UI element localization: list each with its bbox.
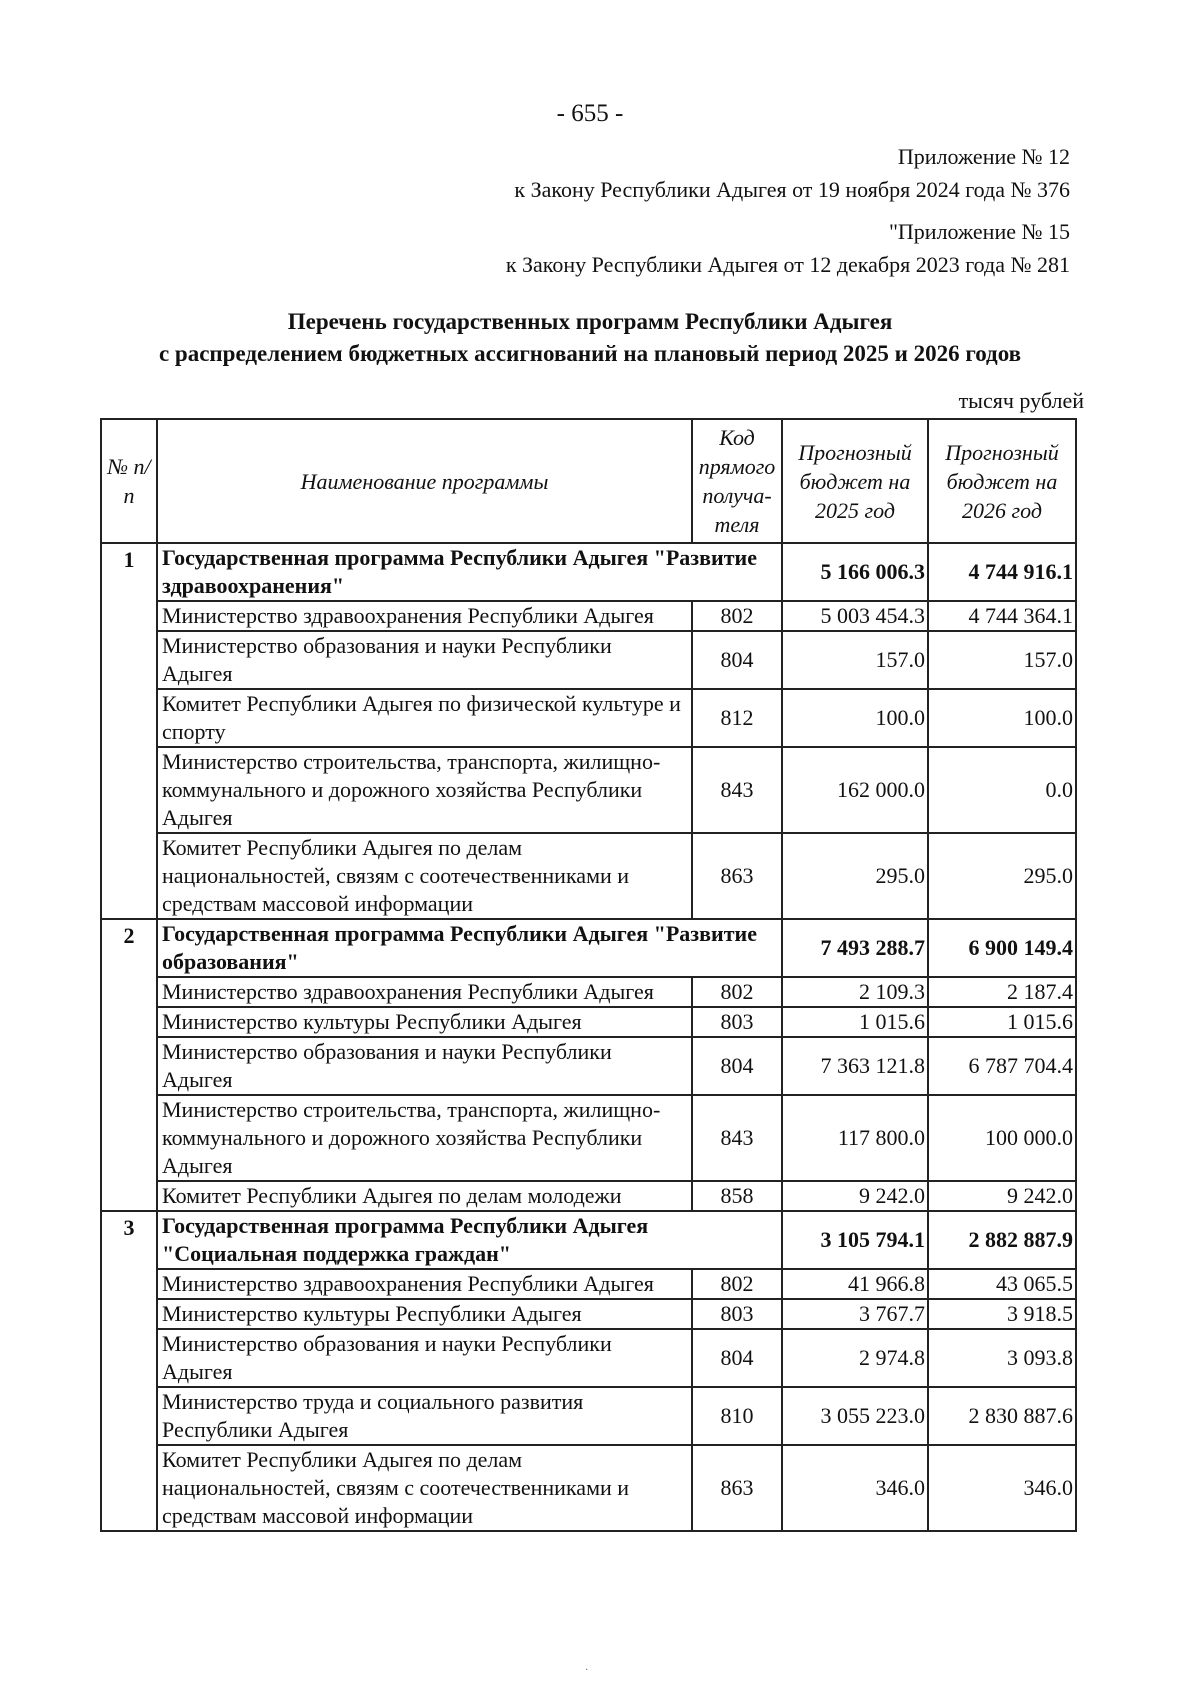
recipient-row — [101, 1037, 1076, 1095]
header-name: Наименование программы — [157, 419, 692, 543]
recipient-2026: 2 830 887.6 — [928, 1387, 1076, 1445]
appendix-original-law: к Закону Республики Адыгея от 12 декабря 2023 года № 281 — [505, 252, 1070, 277]
recipient-code: 803 — [692, 1299, 782, 1329]
recipient-2025: 7 363 121.8 — [782, 1037, 928, 1095]
recipient-2026: 2 187.4 — [928, 977, 1076, 1007]
recipient-2026: 100.0 — [928, 689, 1076, 747]
recipient-code: 802 — [692, 977, 782, 1007]
recipient-name: Министерство образования и науки Республики Адыгея — [157, 631, 692, 689]
recipient-2025: 2 974.8 — [782, 1329, 928, 1387]
recipient-2026: 100 000.0 — [928, 1095, 1076, 1181]
recipient-code: 804 — [692, 1037, 782, 1095]
recipient-2026: 1 015.6 — [928, 1007, 1076, 1037]
recipient-2025: 41 966.8 — [782, 1269, 928, 1299]
document-title — [0, 306, 1180, 370]
recipient-2025: 346.0 — [782, 1445, 928, 1531]
program-total-2025: 5 166 006.3 — [782, 543, 928, 601]
recipient-row — [101, 601, 1076, 631]
recipient-row — [101, 1445, 1076, 1531]
recipient-code: 843 — [692, 747, 782, 833]
recipient-name: Комитет Республики Адыгея по делам молодежи — [157, 1181, 692, 1211]
program-name: Государственная программа Республики Адыгея "Развитие здравоохранения" — [157, 543, 782, 601]
recipient-code: 803 — [692, 1007, 782, 1037]
recipient-name: Министерство здравоохранения Республики Адыгея — [157, 977, 692, 1007]
recipient-row — [101, 977, 1076, 1007]
recipient-row — [101, 1095, 1076, 1181]
recipient-row — [101, 1387, 1076, 1445]
recipient-code: 804 — [692, 1329, 782, 1387]
recipient-2025: 2 109.3 — [782, 977, 928, 1007]
recipient-row — [101, 833, 1076, 919]
program-name: Государственная программа Республики Адыгея "Развитие образования" — [157, 919, 782, 977]
table-header-row — [101, 419, 1076, 543]
program-total-2026: 4 744 916.1 — [928, 543, 1076, 601]
recipient-2025: 9 242.0 — [782, 1181, 928, 1211]
recipient-2026: 6 787 704.4 — [928, 1037, 1076, 1095]
program-number: 3 — [101, 1211, 157, 1531]
recipient-2026: 3 093.8 — [928, 1329, 1076, 1387]
recipient-code: 863 — [692, 1445, 782, 1531]
table-body — [101, 543, 1076, 1531]
recipient-2025: 117 800.0 — [782, 1095, 928, 1181]
recipient-2026: 295.0 — [928, 833, 1076, 919]
recipient-name: Министерство строительства, транспорта, жилищно-коммунального и дорожного хозяйства Республики Адыгея — [157, 1095, 692, 1181]
recipient-2026: 4 744 364.1 — [928, 601, 1076, 631]
recipient-code: 810 — [692, 1387, 782, 1445]
program-total-2025: 3 105 794.1 — [782, 1211, 928, 1269]
document-title-line-1: Перечень государственных программ Республики Адыгея — [287, 309, 893, 334]
recipient-name: Министерство образования и науки Республики Адыгея — [157, 1037, 692, 1095]
header-2026: Прогнозный бюджет на 2026 год — [928, 419, 1076, 543]
recipient-name: Министерство строительства, транспорта, жилищно-коммунального и дорожного хозяйства Республики Адыгея — [157, 747, 692, 833]
recipient-name: Комитет Республики Адыгея по физической культуре и спорту — [157, 689, 692, 747]
budget-table — [100, 418, 1077, 1532]
recipient-row — [101, 747, 1076, 833]
units-label: тысяч рублей — [958, 388, 1084, 413]
recipient-2026: 43 065.5 — [928, 1269, 1076, 1299]
recipient-name: Министерство образования и науки Республики Адыгея — [157, 1329, 692, 1387]
recipient-2026: 3 918.5 — [928, 1299, 1076, 1329]
recipient-name: Министерство культуры Республики Адыгея — [157, 1007, 692, 1037]
recipient-name: Комитет Республики Адыгея по делам национальностей, связям с соотечественниками и средствам массовой информации — [157, 833, 692, 919]
header-2025: Прогнозный бюджет на 2025 год — [782, 419, 928, 543]
document-title-line-2: с распределением бюджетных ассигнований на плановый период 2025 и 2026 годов — [158, 341, 1022, 366]
header-num: № п/п — [101, 419, 157, 543]
program-total-2026: 6 900 149.4 — [928, 919, 1076, 977]
recipient-code: 802 — [692, 601, 782, 631]
program-name: Государственная программа Республики Адыгея "Социальная поддержка граждан" — [157, 1211, 782, 1269]
recipient-code: 843 — [692, 1095, 782, 1181]
program-row — [101, 919, 1076, 977]
program-row — [101, 1211, 1076, 1269]
recipient-2025: 5 003 454.3 — [782, 601, 928, 631]
recipient-code: 858 — [692, 1181, 782, 1211]
program-total-2026: 2 882 887.9 — [928, 1211, 1076, 1269]
recipient-row — [101, 689, 1076, 747]
program-number: 1 — [101, 543, 157, 919]
appendix-current-law: к Закону Республики Адыгея от 19 ноября 2024 года № 376 — [514, 177, 1070, 202]
recipient-code: 812 — [692, 689, 782, 747]
recipient-row — [101, 1181, 1076, 1211]
recipient-row — [101, 631, 1076, 689]
program-number: 2 — [101, 919, 157, 1211]
recipient-code: 802 — [692, 1269, 782, 1299]
recipient-row — [101, 1329, 1076, 1387]
recipient-row — [101, 1269, 1076, 1299]
recipient-2025: 3 055 223.0 — [782, 1387, 928, 1445]
appendix-original-number: "Приложение № 15 — [888, 219, 1070, 244]
recipient-2025: 157.0 — [782, 631, 928, 689]
recipient-2026: 346.0 — [928, 1445, 1076, 1531]
recipient-2025: 162 000.0 — [782, 747, 928, 833]
program-row — [101, 543, 1076, 601]
header-code: Код прямого получа-теля — [692, 419, 782, 543]
scan-mark: · — [585, 1665, 589, 1676]
recipient-name: Комитет Республики Адыгея по делам национальностей, связям с соотечественниками и средствам массовой информации — [157, 1445, 692, 1531]
appendix-current — [514, 140, 1070, 206]
recipient-2025: 100.0 — [782, 689, 928, 747]
recipient-row — [101, 1299, 1076, 1329]
program-total-2025: 7 493 288.7 — [782, 919, 928, 977]
recipient-2026: 0.0 — [928, 747, 1076, 833]
recipient-row — [101, 1007, 1076, 1037]
page-number: - 655 - — [556, 100, 624, 127]
recipient-2025: 3 767.7 — [782, 1299, 928, 1329]
recipient-code: 804 — [692, 631, 782, 689]
appendix-current-number: Приложение № 12 — [897, 144, 1070, 169]
appendix-original — [506, 215, 1070, 281]
recipient-name: Министерство здравоохранения Республики Адыгея — [157, 1269, 692, 1299]
recipient-code: 863 — [692, 833, 782, 919]
recipient-2025: 295.0 — [782, 833, 928, 919]
recipient-2026: 157.0 — [928, 631, 1076, 689]
recipient-2025: 1 015.6 — [782, 1007, 928, 1037]
recipient-name: Министерство труда и социального развития Республики Адыгея — [157, 1387, 692, 1445]
recipient-name: Министерство здравоохранения Республики Адыгея — [157, 601, 692, 631]
recipient-2026: 9 242.0 — [928, 1181, 1076, 1211]
recipient-name: Министерство культуры Республики Адыгея — [157, 1299, 692, 1329]
